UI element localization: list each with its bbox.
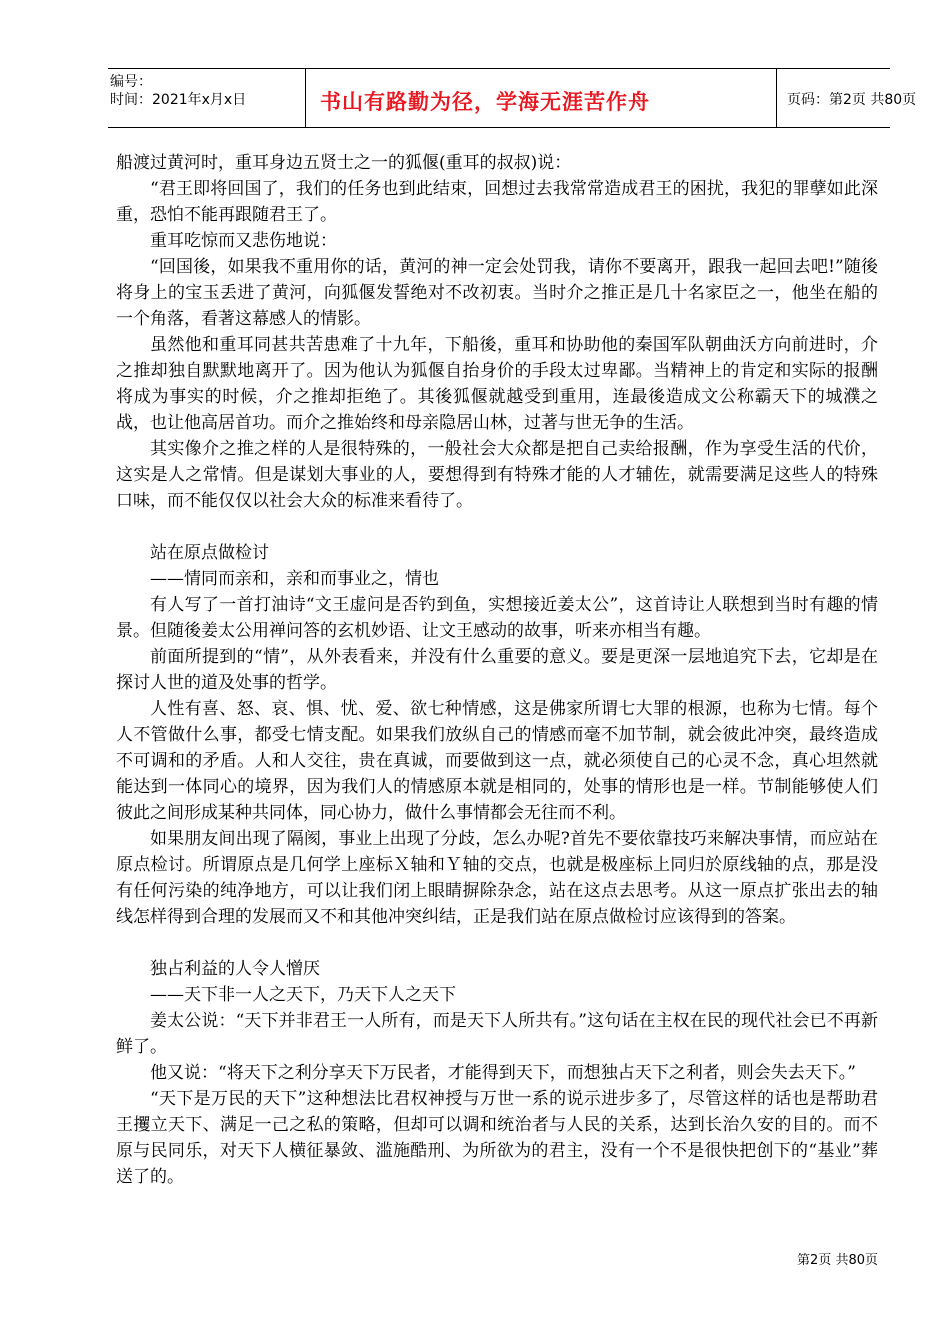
page-code: 页码：第2页 共80页 (787, 92, 917, 108)
paragraph: 如果朋友间出现了隔阂，事业上出现了分歧，怎么办呢?首先不要依靠技巧来解决事情，而应站在原点检讨。所谓原点是几何学上座标Ｘ轴和Ｙ轴的交点，也就是极座标上同归於原线轴的点，那是没有任何污染的纯净地方，可以让我们闭上眼睛摒除杂念，站在这点去思考。从这一原点扩张出去的轴线怎样得到合理的发展而又不和其他冲突纠结，正是我们站在原点做检讨应该得到的答案。 (116, 829, 878, 927)
paragraph: 其实像介之推之样的人是很特殊的，一般社会大众都是把自己卖给报酬，作为享受生活的代价，这实是人之常情。但是谋划大事业的人，要想得到有特殊才能的人才辅佐，就需要满足这些人的特殊口味，而不能仅仅以社会大众的标准来看待了。 (116, 439, 878, 511)
header-page-cell (777, 69, 917, 127)
section-subtitle: ——天下非一人之天下，乃天下人之天下 (150, 985, 456, 1005)
section-title: 站在原点做检讨 (150, 543, 269, 563)
section-subtitle: ——情同而亲和，亲和而事业之，情也 (150, 569, 439, 589)
paragraph: 姜太公说：“天下并非君王一人所有，而是天下人所共有。”这句话在主权在民的现代社会已不再新鲜了。 (116, 1011, 878, 1057)
paragraph: 重耳吃惊而又悲伤地说： (150, 231, 337, 251)
paragraph: 有人写了一首打油诗“文王虚问是否钓到鱼，实想接近姜太公”，这首诗让人联想到当时有趣的情景。但随後姜太公用禅问答的玄机妙语、让文王感动的故事，听来亦相当有趣。 (116, 595, 878, 641)
section-title: 独占利益的人令人憎厌 (150, 959, 320, 979)
blank-line (116, 514, 878, 540)
motto-text: 书山有路勤为径，学海无涯苦作舟 (320, 90, 650, 114)
serial-number-label: 编号： (110, 74, 152, 90)
time-label: 时间：2021年x月x日 (110, 92, 247, 108)
paragraph: 前面所提到的“情”，从外表看来，并没有什么重要的意义。要是更深一层地追究下去，它却是在探讨人世的道及处事的哲学。 (116, 647, 878, 693)
paragraph: “君王即将回国了，我们的任务也到此结束，回想过去我常常造成君王的困扰，我犯的罪孽如此深重，恐怕不能再跟随君王了。 (116, 179, 878, 225)
header-motto-cell (306, 69, 777, 127)
paragraph: 虽然他和重耳同甚共苦患难了十九年，下船後，重耳和协助他的秦国军队朝曲沃方向前进时，介之推却独自默默地离开了。因为他认为狐偃自抬身价的手段太过卑鄙。当精神上的肯定和实际的报酬将成为事实的时候，介之推却拒绝了。其後狐偃就越受到重用，连最後造成文公称霸天下的城濮之战，也让他高居首功。而介之推始终和母亲隐居山林，过著与世无争的生活。 (116, 335, 878, 433)
document-body (116, 150, 878, 1190)
paragraph: 他又说：“将天下之利分享天下万民者，才能得到天下，而想独占天下之利者，则会失去天下。” (150, 1063, 856, 1083)
paragraph: 人性有喜、怒、哀、惧、忧、爱、欲七种情感，这是佛家所谓七大罪的根源，也称为七情。每个人不管做什么事，都受七情支配。如果我们放纵自己的情感而毫不加节制，就会彼此冲突，最终造成不可调和的矛盾。人和人交往，贵在真诚，而要做到这一点，就必须使自己的心灵不念，真心坦然就能达到一体同心的境界，因为我们人的情感原本就是相同的，处事的情形也是一样。节制能够使人们彼此之间形成某种共同体，同心协力，做什么事情都会无往而不利。 (116, 699, 878, 823)
page-footer-number: 第2页 共80页 (797, 1253, 878, 1268)
paragraph: “天下是万民的天下”这种想法比君权神授与万世一系的说示进步多了，尽管这样的话也是帮助君王攫立天下、满足一己之私的策略，但却可以调和统治者与人民的关系，达到长治久安的目的。而不原与民同乐，对天下人横征暴敛、滥施酷刑、为所欲为的君主，没有一个不是很快把创下的“基业”葬送了的。 (116, 1089, 878, 1187)
document-header (108, 68, 917, 128)
paragraph: “回国後，如果我不重用你的话，黄河的神一定会处罚我，请你不要离开，跟我一起回去吧!”随後将身上的宝玉丢进了黄河，向狐偃发誓绝对不改初衷。当时介之推正是几十名家臣之一，他坐在船的一个角落，看著这幕感人的情影。 (116, 257, 878, 329)
paragraph: 船渡过黄河时，重耳身边五贤士之一的狐偃(重耳的叔叔)说： (116, 153, 572, 173)
blank-line (116, 930, 878, 956)
header-info-cell (108, 69, 306, 127)
